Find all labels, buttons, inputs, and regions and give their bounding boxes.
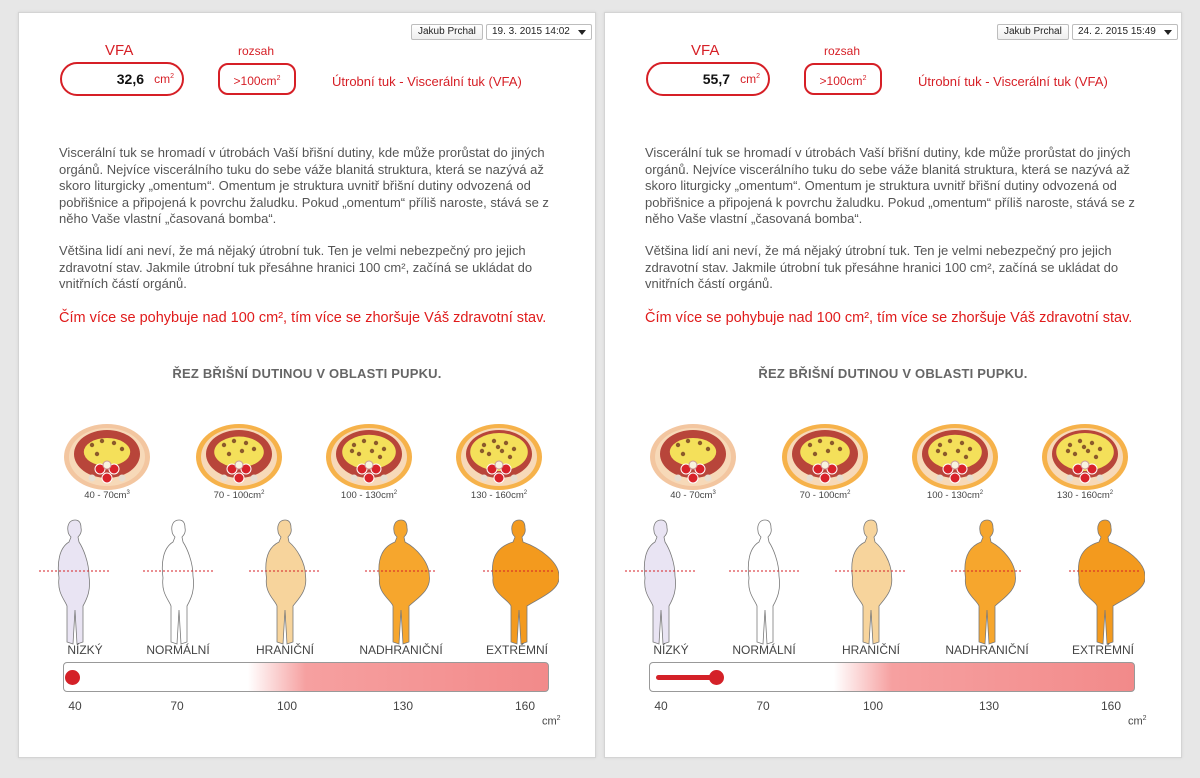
category-label: HRANIČNÍ xyxy=(841,643,900,657)
range-value-box xyxy=(804,63,882,95)
vfa-value: 55,7 xyxy=(702,71,730,87)
user-name-button[interactable]: Jakub Prchal xyxy=(411,24,483,40)
vfa-value-box xyxy=(646,62,770,96)
warning-text: Čím více se pohybuje nad 100 cm², tím více se zhoršuje Váš zdravotní stav. xyxy=(59,310,547,326)
vfa-report-panel-1 xyxy=(18,12,596,758)
description-paragraph-2: Většina lidí ani neví, že má nějaký útrobní tuk. Ten je velmi nebezpečný pro jejich zdravotní stav. Jakmile útrobní tuk přesáhne hranici 100 cm², začíná se ukládat do vnitřních částí orgánů. xyxy=(645,243,1119,291)
category-label: NORMÁLNÍ xyxy=(732,643,796,657)
vfa-unit: $cm^2$ xyxy=(154,72,174,86)
abdomen-cross-section-image xyxy=(910,421,1000,493)
scale-unit: $cm^2$ xyxy=(542,715,561,728)
body-silhouette-icon xyxy=(725,518,805,648)
chevron-down-icon xyxy=(1164,30,1172,35)
vfa-report-panel-2 xyxy=(604,12,1182,758)
cross-section-label: $40 - 70cm^3$ xyxy=(84,490,130,502)
abdomen-cross-section-image xyxy=(194,421,284,493)
scale-tick-label: 160 xyxy=(514,699,536,713)
body-silhouette-icon xyxy=(35,518,115,648)
date-select-value: 19. 3. 2015 14:02 xyxy=(492,26,570,37)
category-label: EXTRÉMNÍ xyxy=(485,643,548,657)
vfa-unit: $cm^2$ xyxy=(740,72,760,86)
cross-section-label: $130 - 160cm^2$ xyxy=(470,490,528,502)
range-label: rozsah xyxy=(824,44,861,58)
range-value: $>100cm^2$ xyxy=(819,74,867,88)
vfa-indicator-dot xyxy=(65,670,80,685)
vfa-value-box xyxy=(60,62,184,96)
body-silhouette-icon xyxy=(139,518,219,648)
body-silhouette-icon xyxy=(361,518,441,648)
vfa-scale-bar xyxy=(649,662,1135,692)
vfa-indicator-dot xyxy=(709,670,724,685)
scale-unit: $cm^2$ xyxy=(1128,715,1147,728)
page-heading: Útrobní tuk - Viscerální tuk (VFA) xyxy=(918,74,1108,89)
cross-section-label: $130 - 160cm^2$ xyxy=(1056,490,1114,502)
vfa-value: 32,6 xyxy=(116,71,144,87)
range-value-box xyxy=(218,63,296,95)
abdomen-cross-section-image xyxy=(780,421,870,493)
range-label: rozsah xyxy=(238,44,275,58)
body-silhouette-icon xyxy=(947,518,1027,648)
body-silhouette-icon xyxy=(621,518,701,648)
cross-section-label: $100 - 130cm^2$ xyxy=(340,490,398,502)
vfa-indicator-line xyxy=(656,675,716,680)
scale-tick-label: 70 xyxy=(756,699,770,713)
scale-tick-label: 40 xyxy=(654,699,668,713)
page-heading: Útrobní tuk - Viscerální tuk (VFA) xyxy=(332,74,522,89)
chevron-down-icon xyxy=(578,30,586,35)
category-label: HRANIČNÍ xyxy=(255,643,314,657)
category-label: NÍZKÝ xyxy=(653,643,689,657)
abdomen-cross-section-image xyxy=(62,421,152,493)
description-paragraph-2: Většina lidí ani neví, že má nějaký útrobní tuk. Ten je velmi nebezpečný pro jejich zdravotní stav. Jakmile útrobní tuk přesáhne hranici 100 cm², začíná se ukládat do vnitřních částí orgánů. xyxy=(59,243,533,291)
vfa-scale-bar xyxy=(63,662,549,692)
vfa-label: VFA xyxy=(105,42,134,59)
cross-section-label: $70 - 100cm^2$ xyxy=(213,490,265,502)
warning-text: Čím více se pohybuje nad 100 cm², tím více se zhoršuje Váš zdravotní stav. xyxy=(645,310,1133,326)
cross-section-label: $100 - 130cm^2$ xyxy=(926,490,984,502)
scale-tick-label: 70 xyxy=(170,699,184,713)
category-label: NADHRANIČNÍ xyxy=(945,643,1029,657)
scale-tick-label: 100 xyxy=(862,699,884,713)
body-silhouette-icon xyxy=(245,518,325,648)
body-silhouette-icon xyxy=(831,518,911,648)
body-silhouette-icon xyxy=(479,518,559,648)
cross-section-label: $70 - 100cm^2$ xyxy=(799,490,851,502)
section-title: ŘEZ BŘIŠNÍ DUTINOU V OBLASTI PUPKU. xyxy=(172,366,442,381)
abdomen-cross-section-image xyxy=(1040,421,1130,493)
range-value: $>100cm^2$ xyxy=(233,74,281,88)
vfa-label: VFA xyxy=(691,42,720,59)
abdomen-cross-section-image xyxy=(324,421,414,493)
date-select-value: 24. 2. 2015 15:49 xyxy=(1078,26,1156,37)
category-label: EXTRÉMNÍ xyxy=(1071,643,1134,657)
description-paragraph-1: Viscerální tuk se hromadí v útrobách Vaší břišní dutiny, kde může prorůstat do jiných orgánů. Nejvíce viscerálního tuku do sebe váže blanitá struktura, která se nazývá až skoro liturgicky „omentum“. Omentum je struktura uvnitř břišní dutiny odvozená od pobřišnice a připojená k povrchu žaludku. Pokud „omentum“ příliš naroste, stává se z něho Vaše vlastní „časovaná bomba“. xyxy=(59,145,549,226)
section-title: ŘEZ BŘIŠNÍ DUTINOU V OBLASTI PUPKU. xyxy=(758,366,1028,381)
scale-tick-label: 100 xyxy=(276,699,298,713)
abdomen-cross-section-image xyxy=(648,421,738,493)
scale-tick-label: 130 xyxy=(978,699,1000,713)
abdomen-cross-section-image xyxy=(454,421,544,493)
description-paragraph-1: Viscerální tuk se hromadí v útrobách Vaší břišní dutiny, kde může prorůstat do jiných orgánů. Nejvíce viscerálního tuku do sebe váže blanitá struktura, která se nazývá až skoro liturgicky „omentum“. Omentum je struktura uvnitř břišní dutiny odvozená od pobřišnice a připojená k povrchu žaludku. Pokud „omentum“ příliš naroste, stává se z něho Vaše vlastní „časovaná bomba“. xyxy=(645,145,1135,226)
date-select[interactable] xyxy=(1072,24,1178,40)
scale-tick-label: 40 xyxy=(68,699,82,713)
category-label: NÍZKÝ xyxy=(67,643,103,657)
category-label: NORMÁLNÍ xyxy=(146,643,210,657)
scale-tick-label: 130 xyxy=(392,699,414,713)
user-name-button[interactable]: Jakub Prchal xyxy=(997,24,1069,40)
scale-tick-label: 160 xyxy=(1100,699,1122,713)
body-silhouette-icon xyxy=(1065,518,1145,648)
category-label: NADHRANIČNÍ xyxy=(359,643,443,657)
cross-section-label: $40 - 70cm^3$ xyxy=(670,490,716,502)
date-select[interactable] xyxy=(486,24,592,40)
